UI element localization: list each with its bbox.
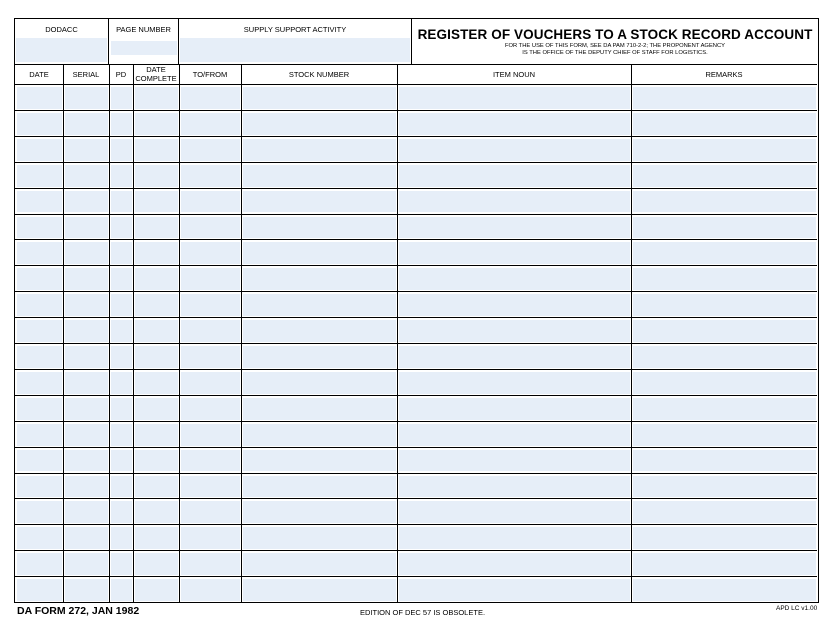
cell-serial[interactable] [65, 217, 108, 239]
form-subtitle-line1: FOR THE USE OF THIS FORM, SEE DA PAM 710-2-2; THE PROPONENT AGENCY [504, 43, 726, 49]
cell-date[interactable] [17, 398, 62, 420]
voucher-table [15, 84, 817, 602]
cell-date[interactable] [17, 139, 62, 161]
col-date-header: DATE [29, 70, 49, 79]
col-to-from-header: TO/FROM [192, 70, 228, 79]
column-divider [63, 64, 64, 602]
cell-stock-number[interactable] [243, 527, 396, 549]
dodacc-label: DODACC [45, 25, 78, 34]
cell-pd[interactable] [111, 165, 132, 187]
cell-stock-number[interactable] [243, 268, 396, 290]
cell-to-from[interactable] [181, 294, 240, 316]
cell-stock-number[interactable] [243, 398, 396, 420]
cell-item-noun[interactable] [399, 217, 630, 239]
form-subtitle-line2: IS THE OFFICE OF THE DEPUTY CHIEF OF STAFF FOR LOGISTICS. [522, 50, 708, 57]
cell-item-noun[interactable] [399, 553, 630, 575]
cell-item-noun[interactable] [399, 87, 630, 109]
cell-remarks[interactable] [633, 113, 816, 135]
cell-date[interactable] [17, 242, 62, 264]
cell-pd[interactable] [111, 268, 132, 290]
cell-date-complete[interactable] [135, 372, 178, 394]
cell-pd[interactable] [111, 191, 132, 213]
cell-remarks[interactable] [633, 372, 816, 394]
col-date-complete-line1: DATE [146, 65, 166, 74]
cell-item-noun[interactable] [399, 450, 630, 472]
cell-pd[interactable] [111, 139, 132, 161]
cell-stock-number[interactable] [243, 553, 396, 575]
cell-remarks[interactable] [633, 579, 816, 601]
cell-date-complete[interactable] [135, 113, 178, 135]
cell-remarks[interactable] [633, 527, 816, 549]
cell-pd[interactable] [111, 424, 132, 446]
cell-date-complete[interactable] [135, 476, 178, 498]
cell-stock-number[interactable] [243, 294, 396, 316]
cell-date-complete[interactable] [135, 450, 178, 472]
cell-date-complete[interactable] [135, 242, 178, 264]
version-label: APD LC v1.00 [776, 605, 818, 612]
col-pd-header: PD [115, 70, 127, 79]
table-row [15, 473, 817, 499]
cell-to-from[interactable] [181, 139, 240, 161]
cell-to-from[interactable] [181, 553, 240, 575]
cell-to-from[interactable] [181, 320, 240, 342]
cell-date[interactable] [17, 372, 62, 394]
cell-to-from[interactable] [181, 87, 240, 109]
cell-serial[interactable] [65, 476, 108, 498]
cell-to-from[interactable] [181, 191, 240, 213]
cell-pd[interactable] [111, 450, 132, 472]
table-row [15, 84, 817, 110]
cell-to-from[interactable] [181, 527, 240, 549]
cell-date-complete[interactable] [135, 553, 178, 575]
column-divider [133, 64, 134, 602]
cell-pd[interactable] [111, 320, 132, 342]
table-row [15, 136, 817, 162]
cell-pd[interactable] [111, 398, 132, 420]
cell-remarks[interactable] [633, 87, 816, 109]
table-row [15, 498, 817, 524]
cell-date[interactable] [17, 268, 62, 290]
page-number-input[interactable] [111, 41, 177, 55]
edition-note: EDITION OF DEC 57 IS OBSOLETE. [360, 608, 486, 617]
cell-item-noun[interactable] [399, 398, 630, 420]
cell-stock-number[interactable] [243, 165, 396, 187]
cell-serial[interactable] [65, 527, 108, 549]
cell-remarks[interactable] [633, 191, 816, 213]
column-divider [397, 64, 398, 602]
cell-to-from[interactable] [181, 579, 240, 601]
cell-serial[interactable] [65, 398, 108, 420]
cell-date[interactable] [17, 294, 62, 316]
cell-stock-number[interactable] [243, 450, 396, 472]
col-date-complete-header [133, 66, 179, 83]
cell-to-from[interactable] [181, 476, 240, 498]
cell-to-from[interactable] [181, 113, 240, 135]
column-divider [109, 64, 110, 602]
cell-pd[interactable] [111, 501, 132, 523]
dodacc-cell [15, 19, 109, 64]
cell-item-noun[interactable] [399, 372, 630, 394]
column-header-row [15, 65, 817, 84]
cell-remarks[interactable] [633, 476, 816, 498]
supply-support-cell [179, 19, 412, 64]
cell-item-noun[interactable] [399, 501, 630, 523]
cell-stock-number[interactable] [243, 501, 396, 523]
cell-stock-number[interactable] [243, 346, 396, 368]
cell-to-from[interactable] [181, 165, 240, 187]
column-divider [631, 64, 632, 602]
cell-item-noun[interactable] [399, 320, 630, 342]
cell-date[interactable] [17, 579, 62, 601]
cell-serial[interactable] [65, 424, 108, 446]
cell-stock-number[interactable] [243, 139, 396, 161]
cell-stock-number[interactable] [243, 113, 396, 135]
table-row [15, 188, 817, 214]
cell-pd[interactable] [111, 579, 132, 601]
table-row [15, 291, 817, 317]
cell-item-noun[interactable] [399, 242, 630, 264]
column-divider [179, 64, 180, 602]
cell-date-complete[interactable] [135, 424, 178, 446]
cell-date[interactable] [17, 346, 62, 368]
cell-item-noun[interactable] [399, 139, 630, 161]
table-row [15, 343, 817, 369]
cell-serial[interactable] [65, 372, 108, 394]
cell-remarks[interactable] [633, 501, 816, 523]
cell-remarks[interactable] [633, 346, 816, 368]
cell-serial[interactable] [65, 165, 108, 187]
cell-pd[interactable] [111, 372, 132, 394]
cell-to-from[interactable] [181, 268, 240, 290]
form-id: DA FORM 272, JAN 1982 [17, 605, 140, 617]
cell-serial[interactable] [65, 320, 108, 342]
cell-remarks[interactable] [633, 242, 816, 264]
cell-item-noun[interactable] [399, 191, 630, 213]
cell-pd[interactable] [111, 476, 132, 498]
cell-date[interactable] [17, 320, 62, 342]
cell-to-from[interactable] [181, 424, 240, 446]
cell-to-from[interactable] [181, 372, 240, 394]
cell-date[interactable] [17, 501, 62, 523]
cell-to-from[interactable] [181, 346, 240, 368]
column-divider [241, 64, 242, 602]
cell-serial[interactable] [65, 346, 108, 368]
col-serial-header: SERIAL [72, 70, 100, 79]
cell-pd[interactable] [111, 346, 132, 368]
cell-stock-number[interactable] [243, 217, 396, 239]
table-row [15, 162, 817, 188]
title-block [412, 19, 818, 64]
table-row [15, 447, 817, 473]
cell-date-complete[interactable] [135, 87, 178, 109]
cell-date-complete[interactable] [135, 501, 178, 523]
table-row [15, 524, 817, 550]
cell-remarks[interactable] [633, 398, 816, 420]
cell-pd[interactable] [111, 553, 132, 575]
cell-serial[interactable] [65, 501, 108, 523]
cell-remarks[interactable] [633, 450, 816, 472]
cell-serial[interactable] [65, 87, 108, 109]
cell-remarks[interactable] [633, 139, 816, 161]
voucher-register-form [14, 18, 819, 603]
cell-serial[interactable] [65, 553, 108, 575]
cell-serial[interactable] [65, 113, 108, 135]
page-number-cell [109, 19, 179, 64]
cell-date-complete[interactable] [135, 165, 178, 187]
cell-item-noun[interactable] [399, 268, 630, 290]
col-date-complete-line2: COMPLETE [135, 73, 177, 83]
cell-stock-number[interactable] [243, 372, 396, 394]
cell-item-noun[interactable] [399, 476, 630, 498]
cell-remarks[interactable] [633, 320, 816, 342]
cell-date-complete[interactable] [135, 139, 178, 161]
cell-stock-number[interactable] [243, 87, 396, 109]
cell-pd[interactable] [111, 217, 132, 239]
cell-to-from[interactable] [181, 217, 240, 239]
cell-date-complete[interactable] [135, 191, 178, 213]
cell-pd[interactable] [111, 87, 132, 109]
cell-date-complete[interactable] [135, 217, 178, 239]
cell-stock-number[interactable] [243, 424, 396, 446]
cell-date[interactable] [17, 165, 62, 187]
cell-date-complete[interactable] [135, 320, 178, 342]
cell-stock-number[interactable] [243, 579, 396, 601]
cell-pd[interactable] [111, 113, 132, 135]
col-stock-number-header: STOCK NUMBER [288, 70, 350, 79]
cell-item-noun[interactable] [399, 579, 630, 601]
cell-stock-number[interactable] [243, 191, 396, 213]
cell-to-from[interactable] [181, 242, 240, 264]
cell-remarks[interactable] [633, 268, 816, 290]
cell-serial[interactable] [65, 191, 108, 213]
cell-serial[interactable] [65, 139, 108, 161]
cell-remarks[interactable] [633, 165, 816, 187]
cell-to-from[interactable] [181, 450, 240, 472]
cell-date[interactable] [17, 113, 62, 135]
table-row [15, 369, 817, 395]
col-remarks-header: REMARKS [705, 70, 743, 79]
cell-date[interactable] [17, 553, 62, 575]
cell-remarks[interactable] [633, 217, 816, 239]
page-number-label: PAGE NUMBER [116, 25, 171, 34]
cell-date-complete[interactable] [135, 527, 178, 549]
cell-date[interactable] [17, 191, 62, 213]
cell-item-noun[interactable] [399, 113, 630, 135]
cell-remarks[interactable] [633, 294, 816, 316]
cell-remarks[interactable] [633, 553, 816, 575]
cell-to-from[interactable] [181, 501, 240, 523]
table-row [15, 576, 817, 602]
form-title: REGISTER OF VOUCHERS TO A STOCK RECORD ACCOUNT [417, 27, 813, 42]
supply-support-input[interactable] [180, 38, 410, 62]
table-row [15, 317, 817, 343]
cell-to-from[interactable] [181, 398, 240, 420]
table-row [15, 421, 817, 447]
cell-stock-number[interactable] [243, 320, 396, 342]
table-row [15, 550, 817, 576]
col-item-noun-header: ITEM NOUN [492, 70, 536, 79]
cell-serial[interactable] [65, 294, 108, 316]
cell-date-complete[interactable] [135, 268, 178, 290]
cell-serial[interactable] [65, 268, 108, 290]
supply-support-label: SUPPLY SUPPORT ACTIVITY [243, 25, 347, 34]
cell-item-noun[interactable] [399, 527, 630, 549]
cell-serial[interactable] [65, 579, 108, 601]
cell-pd[interactable] [111, 527, 132, 549]
dodacc-input[interactable] [16, 38, 107, 62]
cell-date[interactable] [17, 87, 62, 109]
table-row [15, 110, 817, 136]
cell-pd[interactable] [111, 294, 132, 316]
cell-serial[interactable] [65, 450, 108, 472]
cell-date-complete[interactable] [135, 398, 178, 420]
cell-date-complete[interactable] [135, 579, 178, 601]
table-row [15, 239, 817, 265]
cell-stock-number[interactable] [243, 476, 396, 498]
cell-date[interactable] [17, 527, 62, 549]
cell-item-noun[interactable] [399, 346, 630, 368]
cell-item-noun[interactable] [399, 165, 630, 187]
table-row [15, 395, 817, 421]
cell-item-noun[interactable] [399, 294, 630, 316]
cell-pd[interactable] [111, 242, 132, 264]
cell-date[interactable] [17, 476, 62, 498]
table-row [15, 214, 817, 240]
cell-date[interactable] [17, 217, 62, 239]
cell-date[interactable] [17, 424, 62, 446]
cell-remarks[interactable] [633, 424, 816, 446]
cell-stock-number[interactable] [243, 242, 396, 264]
table-row [15, 265, 817, 291]
cell-date-complete[interactable] [135, 294, 178, 316]
cell-date-complete[interactable] [135, 346, 178, 368]
cell-serial[interactable] [65, 242, 108, 264]
cell-item-noun[interactable] [399, 424, 630, 446]
cell-date[interactable] [17, 450, 62, 472]
